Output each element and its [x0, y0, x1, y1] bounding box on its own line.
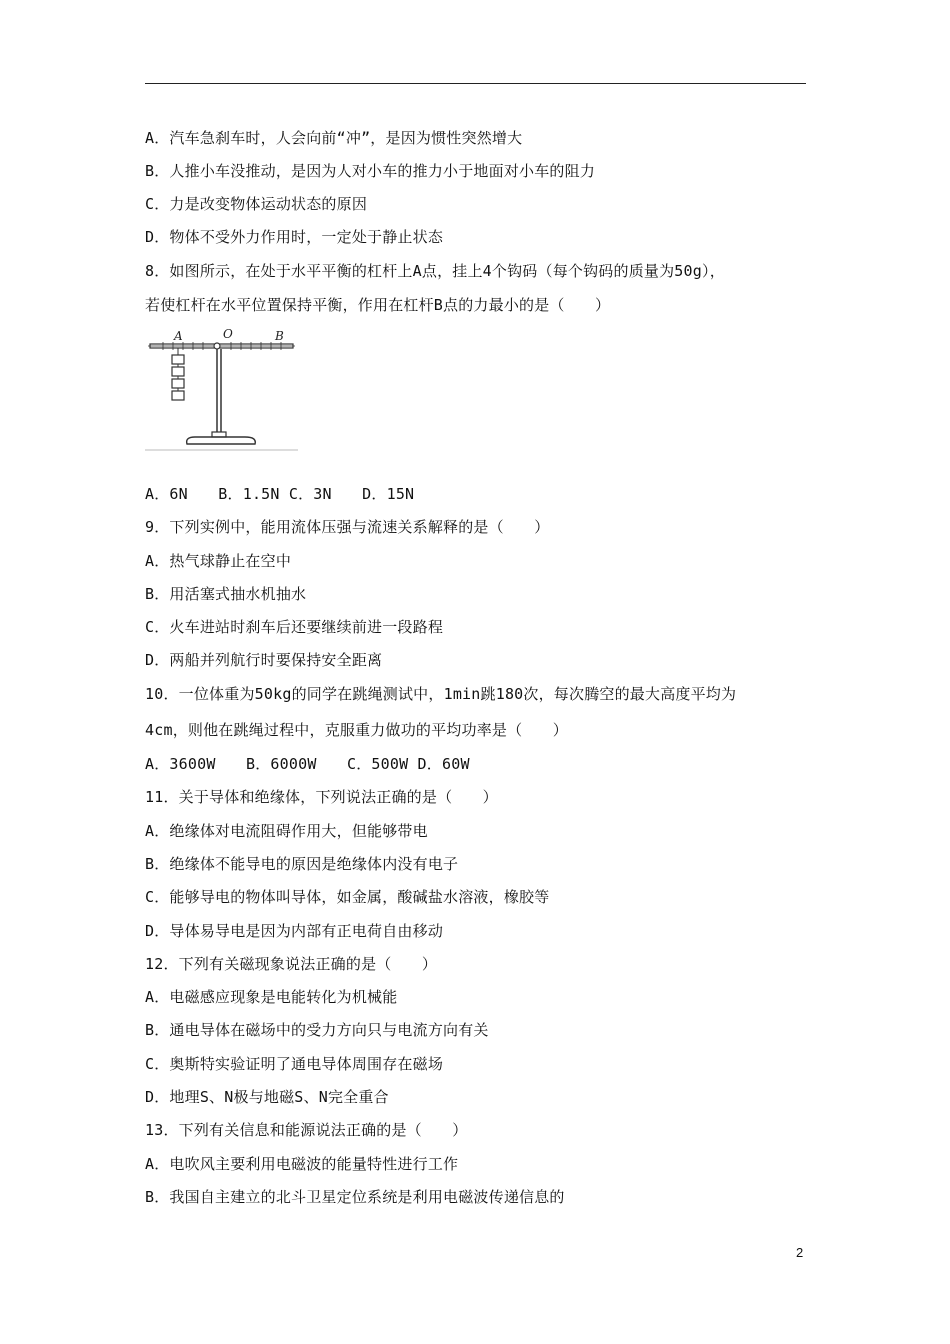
q11-option-a: A．绝缘体对电流阻碍作用大，但能够带电 — [145, 822, 428, 840]
q12-option-a: A．电磁感应现象是电能转化为机械能 — [145, 988, 398, 1006]
q12-option-d: D．地理S、N极与地磁S、N完全重合 — [145, 1088, 389, 1106]
q10-stem-line1: 10．一位体重为50kg的同学在跳绳测试中，1min跳180次，每次腾空的最大高度平均为 — [145, 685, 737, 703]
q7-option-a: A．汽车急刹车时，人会向前“冲”，是因为惯性突然增大 — [145, 129, 523, 147]
q7-option-c: C．力是改变物体运动状态的原因 — [145, 195, 368, 213]
label-o: O — [223, 328, 233, 341]
lever-figure — [145, 328, 300, 452]
q12-option-c: C．奥斯特实验证明了通电导体周围存在磁场 — [145, 1055, 444, 1073]
q11-option-d: D．导体易导电是因为内部有正电荷自由移动 — [145, 922, 444, 940]
q12-option-b: B．通电导体在磁场中的受力方向只与电流方向有关 — [145, 1021, 489, 1039]
q9-option-c: C．火车进站时刹车后还要继续前进一段路程 — [145, 618, 444, 636]
q13-stem: 13．下列有关信息和能源说法正确的是（ ） — [145, 1121, 468, 1139]
q9-option-d: D．两船并列航行时要保持安全距离 — [145, 651, 383, 669]
stand-collar — [212, 432, 226, 437]
q9-option-a: A．热气球静止在空中 — [145, 552, 292, 570]
label-a: A — [174, 329, 183, 343]
q7-option-d: D．物体不受外力作用时，一定处于静止状态 — [145, 228, 444, 246]
q9-stem: 9．下列实例中，能用流体压强与流速关系解释的是（ ） — [145, 518, 550, 536]
pivot-icon — [214, 343, 220, 349]
header-rule — [145, 83, 806, 84]
q10-options: A．3600W B．6000W C．500W D．60W — [145, 755, 470, 773]
q9-option-b: B．用活塞式抽水机抽水 — [145, 585, 307, 603]
q11-stem: 11．关于导体和绝缘体，下列说法正确的是（ ） — [145, 788, 498, 806]
q11-option-c: C．能够导电的物体叫导体，如金属，酸碱盐水溶液，橡胶等 — [145, 888, 550, 906]
q7-option-b: B．人推小车没推动，是因为人对小车的推力小于地面对小车的阻力 — [145, 162, 596, 180]
q10-stem-line2: 4cm，则他在跳绳过程中，克服重力做功的平均功率是（ ） — [145, 721, 568, 739]
q8-stem-line2: 若使杠杆在水平位置保持平衡，作用在杠杆B点的力最小的是（ ） — [145, 296, 611, 314]
page-number: 2 — [796, 1245, 804, 1260]
q13-option-b: B．我国自主建立的北斗卫星定位系统是利用电磁波传递信息的 — [145, 1188, 565, 1206]
label-b: B — [275, 329, 284, 343]
stand-base — [187, 437, 256, 444]
q12-stem: 12．下列有关磁现象说法正确的是（ ） — [145, 955, 438, 973]
q8-stem-line1: 8．如图所示，在处于水平平衡的杠杆上A点，挂上4个钩码（每个钩码的质量为50g）， — [145, 262, 725, 280]
q13-option-a: A．电吹风主要利用电磁波的能量特性进行工作 — [145, 1155, 459, 1173]
q11-option-b: B．绝缘体不能导电的原因是绝缘体内没有电子 — [145, 855, 459, 873]
q8-options: A．6N B．1.5N C．3N D．15N — [145, 485, 415, 503]
